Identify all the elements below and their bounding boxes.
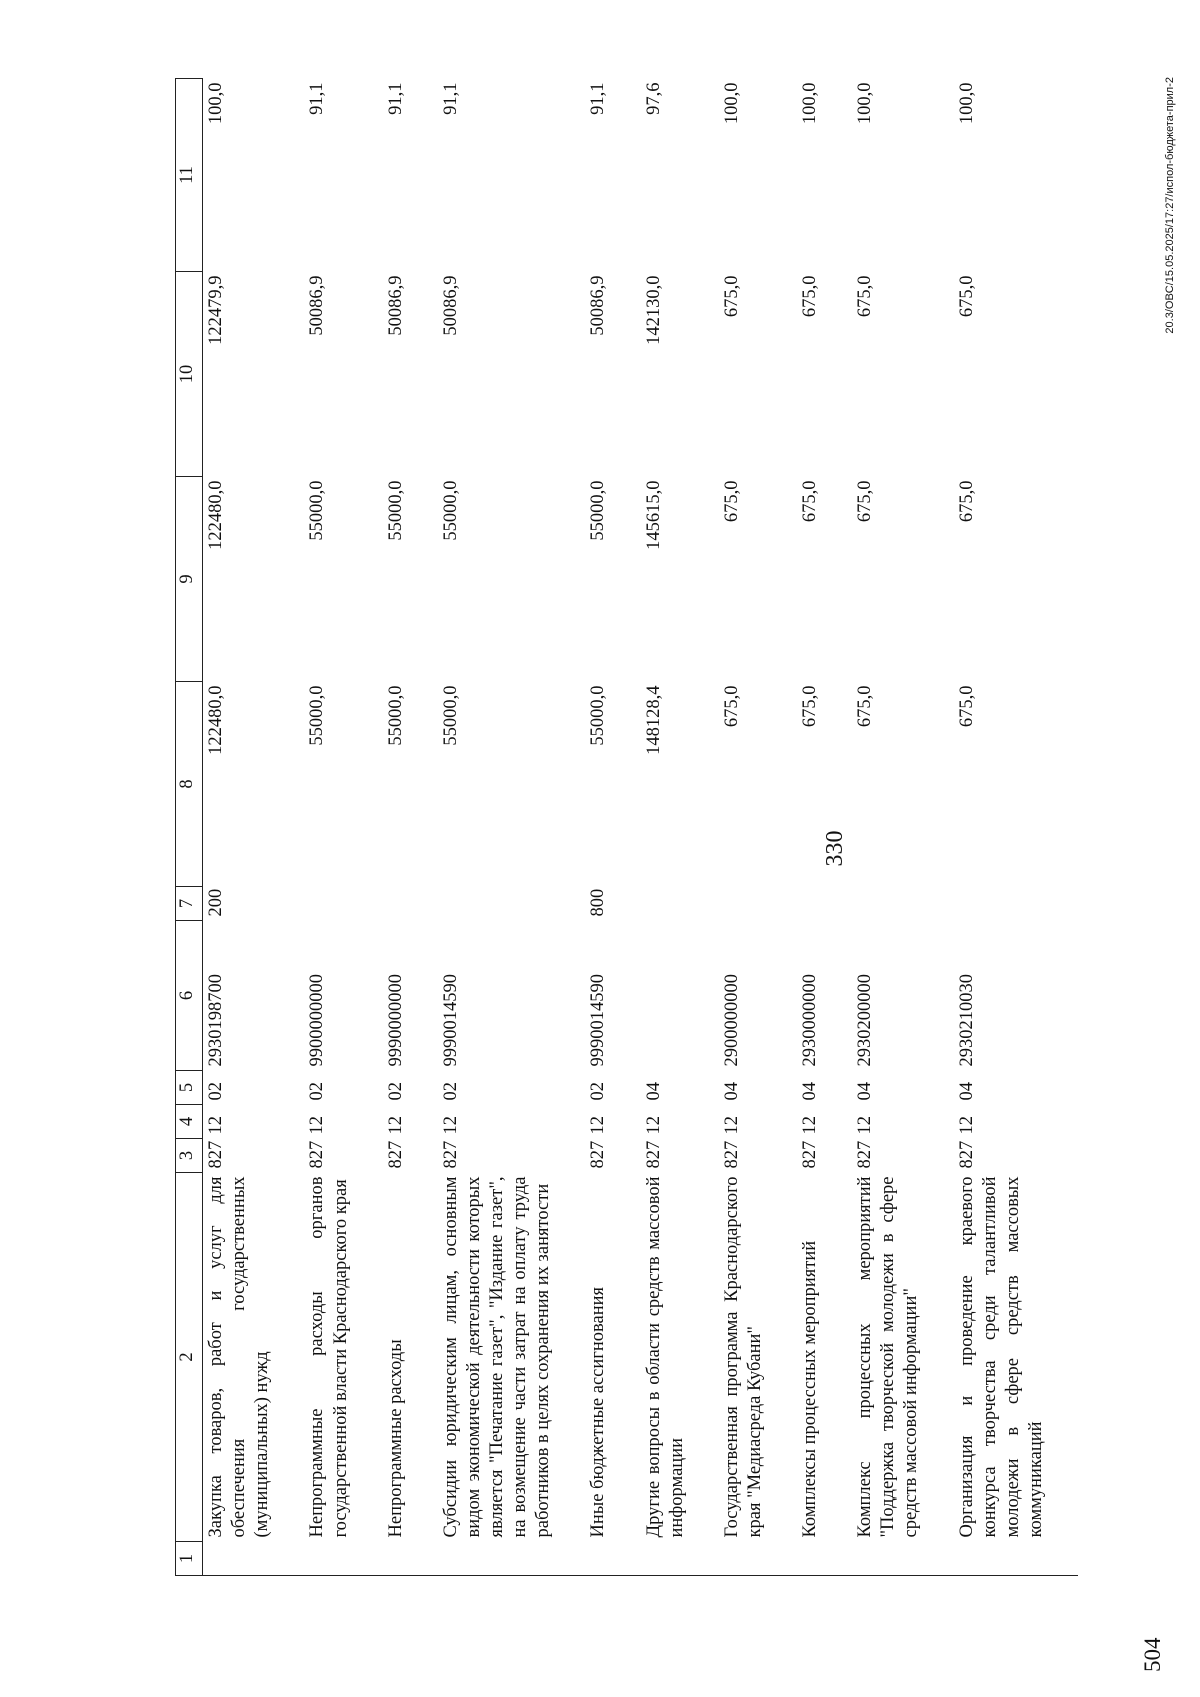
cell-col-8: 55000,0 — [307, 685, 328, 746]
cell-col-6: 2930000000 — [800, 974, 820, 1067]
cell-col-3: 827 — [588, 1140, 609, 1169]
cell-col-1 — [719, 1542, 797, 1576]
cell-col-9: 675,0 — [721, 480, 742, 523]
cell-col-2: Комплексы процессных мероприятий — [800, 1240, 820, 1538]
cell-col-9: 675,0 — [956, 480, 977, 523]
cell-col-8: 122480,0 — [206, 685, 226, 755]
cell-col-5: 04 — [956, 1082, 977, 1101]
cell-col-11: 91,1 — [307, 82, 328, 115]
cell-col-2: Непрограммные расходы органов государственной власти Краснодарского края — [307, 1176, 351, 1538]
cell-col-8: 55000,0 — [385, 685, 406, 746]
table-row — [852, 79, 953, 1576]
cell-col-2: Организация и проведение краевого конкурса творчества среди талантливой молодежи в сфере средств массовых коммуникаций — [956, 1176, 1046, 1538]
cell-col-7 — [852, 887, 953, 921]
cell-col-4: 12 — [385, 1116, 406, 1135]
cell-col-10: 675,0 — [721, 275, 742, 318]
cell-col-10: 675,0 — [855, 275, 876, 318]
header-cell-2: 2 — [176, 1173, 203, 1542]
cell-col-3: 827 — [307, 1140, 328, 1169]
cell-col-1 — [438, 1542, 586, 1576]
cell-col-6 — [641, 921, 719, 1071]
cell-col-8: 55000,0 — [588, 685, 609, 746]
cell-col-7 — [641, 887, 719, 921]
cell-col-10: 50086,9 — [440, 275, 461, 336]
cell-col-7 — [797, 887, 852, 921]
table-row — [797, 79, 852, 1576]
cell-col-8: 675,0 — [956, 685, 977, 728]
cell-col-2: Непрограммные расходы — [385, 1339, 406, 1538]
cell-col-2: Субсидии юридическим лицам, основным видом экономической деятельности которых является "Печатание газет", "Издание газет", на возмещение части затрат на оплату труда работников в целях сохранения их занятости — [440, 1176, 554, 1538]
cell-col-4: 12 — [643, 1116, 664, 1135]
cell-col-5: 02 — [385, 1082, 406, 1101]
cell-col-3: 827 — [855, 1140, 876, 1169]
header-cell-6: 6 — [176, 921, 203, 1071]
header-cell-4: 4 — [176, 1105, 203, 1139]
cell-col-5: 04 — [721, 1082, 742, 1101]
cell-col-4: 12 — [307, 1116, 328, 1135]
table-row — [203, 79, 305, 1576]
header-cell-5: 5 — [176, 1071, 203, 1105]
cell-col-10: 675,0 — [956, 275, 977, 318]
header-cell-11: 11 — [176, 79, 203, 272]
table-header — [176, 79, 203, 1576]
cell-col-6: 2930200000 — [855, 974, 876, 1067]
table-body — [203, 79, 1079, 1576]
cell-col-6: 2900000000 — [721, 974, 742, 1067]
cell-col-11: 100,0 — [206, 82, 226, 125]
cell-col-5: 02 — [588, 1082, 609, 1101]
table-row — [383, 79, 438, 1576]
cell-col-2: Другие вопросы в области средств массовой информации — [643, 1176, 687, 1538]
cell-col-10: 122479,9 — [206, 275, 226, 345]
cell-col-1 — [203, 1542, 305, 1576]
cell-col-11: 91,1 — [385, 82, 406, 115]
cell-col-2: Государственная программа Краснодарского края "Медиасреда Кубани" — [721, 1176, 765, 1538]
header-cell-10: 10 — [176, 272, 203, 477]
cell-col-7 — [438, 887, 586, 921]
table-row — [585, 79, 640, 1576]
cell-col-7 — [383, 887, 438, 921]
cell-col-6: 9990000000 — [385, 974, 406, 1067]
header-cell-7: 7 — [176, 887, 203, 921]
cell-col-6: 2930210030 — [956, 974, 977, 1067]
budget-table — [175, 78, 1078, 1576]
cell-col-4: 12 — [721, 1116, 742, 1135]
cell-col-9: 122480,0 — [206, 480, 226, 550]
cell-col-1 — [797, 1542, 852, 1576]
cell-col-4: 12 — [588, 1116, 609, 1135]
page-number: 330 — [822, 830, 848, 867]
cell-col-7: 200 — [206, 888, 226, 917]
header-cell-3: 3 — [176, 1139, 203, 1173]
cell-col-1 — [852, 1542, 953, 1576]
header-cell-9: 9 — [176, 477, 203, 682]
cell-col-5: 02 — [440, 1082, 461, 1101]
cell-col-2: Комплекс процессных мероприятий "Поддержка творческой молодежи в сфере средств массовой информации" — [855, 1176, 922, 1538]
cell-col-9: 145615,0 — [643, 480, 664, 550]
cell-col-11: 100,0 — [721, 82, 742, 125]
cell-col-11: 100,0 — [855, 82, 876, 125]
cell-col-1 — [304, 1542, 382, 1576]
stamp-number: 504 — [1140, 1637, 1165, 1672]
cell-col-9: 675,0 — [855, 480, 876, 523]
cell-col-6: 2930198700 — [206, 974, 226, 1067]
cell-col-3: 827 — [800, 1140, 820, 1169]
cell-col-10: 50086,9 — [385, 275, 406, 336]
cell-col-2: Иные бюджетные ассигнования — [588, 1286, 609, 1538]
cell-col-8: 675,0 — [800, 685, 820, 728]
cell-col-6: 9990014590 — [588, 974, 609, 1067]
cell-col-5: 04 — [643, 1082, 664, 1101]
cell-col-8: 148128,4 — [643, 685, 664, 755]
table-row — [719, 79, 797, 1576]
cell-col-11: 91,1 — [588, 82, 609, 115]
cell-col-3: 827 — [206, 1140, 226, 1169]
cell-col-10: 675,0 — [800, 275, 820, 318]
cell-col-10: 50086,9 — [307, 275, 328, 336]
cell-col-1 — [641, 1542, 719, 1576]
header-cell-1: 1 — [176, 1542, 203, 1576]
table-row — [954, 79, 1079, 1576]
cell-col-7 — [719, 887, 797, 921]
cell-col-8: 675,0 — [855, 685, 876, 728]
cell-col-5: 04 — [855, 1082, 876, 1101]
cell-col-3: 827 — [440, 1140, 461, 1169]
cell-col-4: 12 — [956, 1116, 977, 1135]
cell-col-5: 04 — [800, 1082, 820, 1101]
cell-col-3: 827 — [385, 1140, 406, 1169]
cell-col-9: 55000,0 — [307, 480, 328, 541]
cell-col-1 — [383, 1542, 438, 1576]
cell-col-11: 91,1 — [440, 82, 461, 115]
cell-col-9: 675,0 — [800, 480, 820, 523]
cell-col-4: 12 — [440, 1116, 461, 1135]
cell-col-11: 100,0 — [956, 82, 977, 125]
cell-col-1 — [585, 1542, 640, 1576]
cell-col-11: 97,6 — [643, 82, 664, 115]
header-row — [176, 79, 203, 1576]
cell-col-3: 827 — [956, 1140, 977, 1169]
cell-col-7 — [954, 887, 1079, 921]
cell-col-6: 9900000000 — [307, 974, 328, 1067]
cell-col-4: 12 — [206, 1116, 226, 1135]
cell-col-5: 02 — [307, 1082, 328, 1101]
footer-code: 20.3/OBC/15.05.2025/17:27/испол-бюджета-прил-2 — [1164, 77, 1176, 334]
cell-col-4: 12 — [800, 1116, 820, 1135]
cell-col-1 — [954, 1542, 1079, 1576]
cell-col-11: 100,0 — [800, 82, 820, 125]
cell-col-2: Закупка товаров, работ и услуг для обеспечения государственных (муниципальных) нужд — [206, 1176, 273, 1538]
cell-col-10: 50086,9 — [588, 275, 609, 336]
cell-col-10: 142130,0 — [643, 275, 664, 345]
cell-col-7: 800 — [588, 888, 609, 917]
table-row — [438, 79, 586, 1576]
table-row — [641, 79, 719, 1576]
cell-col-4: 12 — [855, 1116, 876, 1135]
table-row — [304, 79, 382, 1576]
cell-col-8: 55000,0 — [440, 685, 461, 746]
cell-col-9: 55000,0 — [385, 480, 406, 541]
cell-col-9: 55000,0 — [588, 480, 609, 541]
cell-col-3: 827 — [721, 1140, 742, 1169]
cell-col-8: 675,0 — [721, 685, 742, 728]
cell-col-6: 9990014590 — [440, 974, 461, 1067]
cell-col-9: 55000,0 — [440, 480, 461, 541]
header-cell-8: 8 — [176, 682, 203, 887]
cell-col-5: 02 — [206, 1082, 226, 1101]
cell-col-3: 827 — [643, 1140, 664, 1169]
cell-col-7 — [304, 887, 382, 921]
